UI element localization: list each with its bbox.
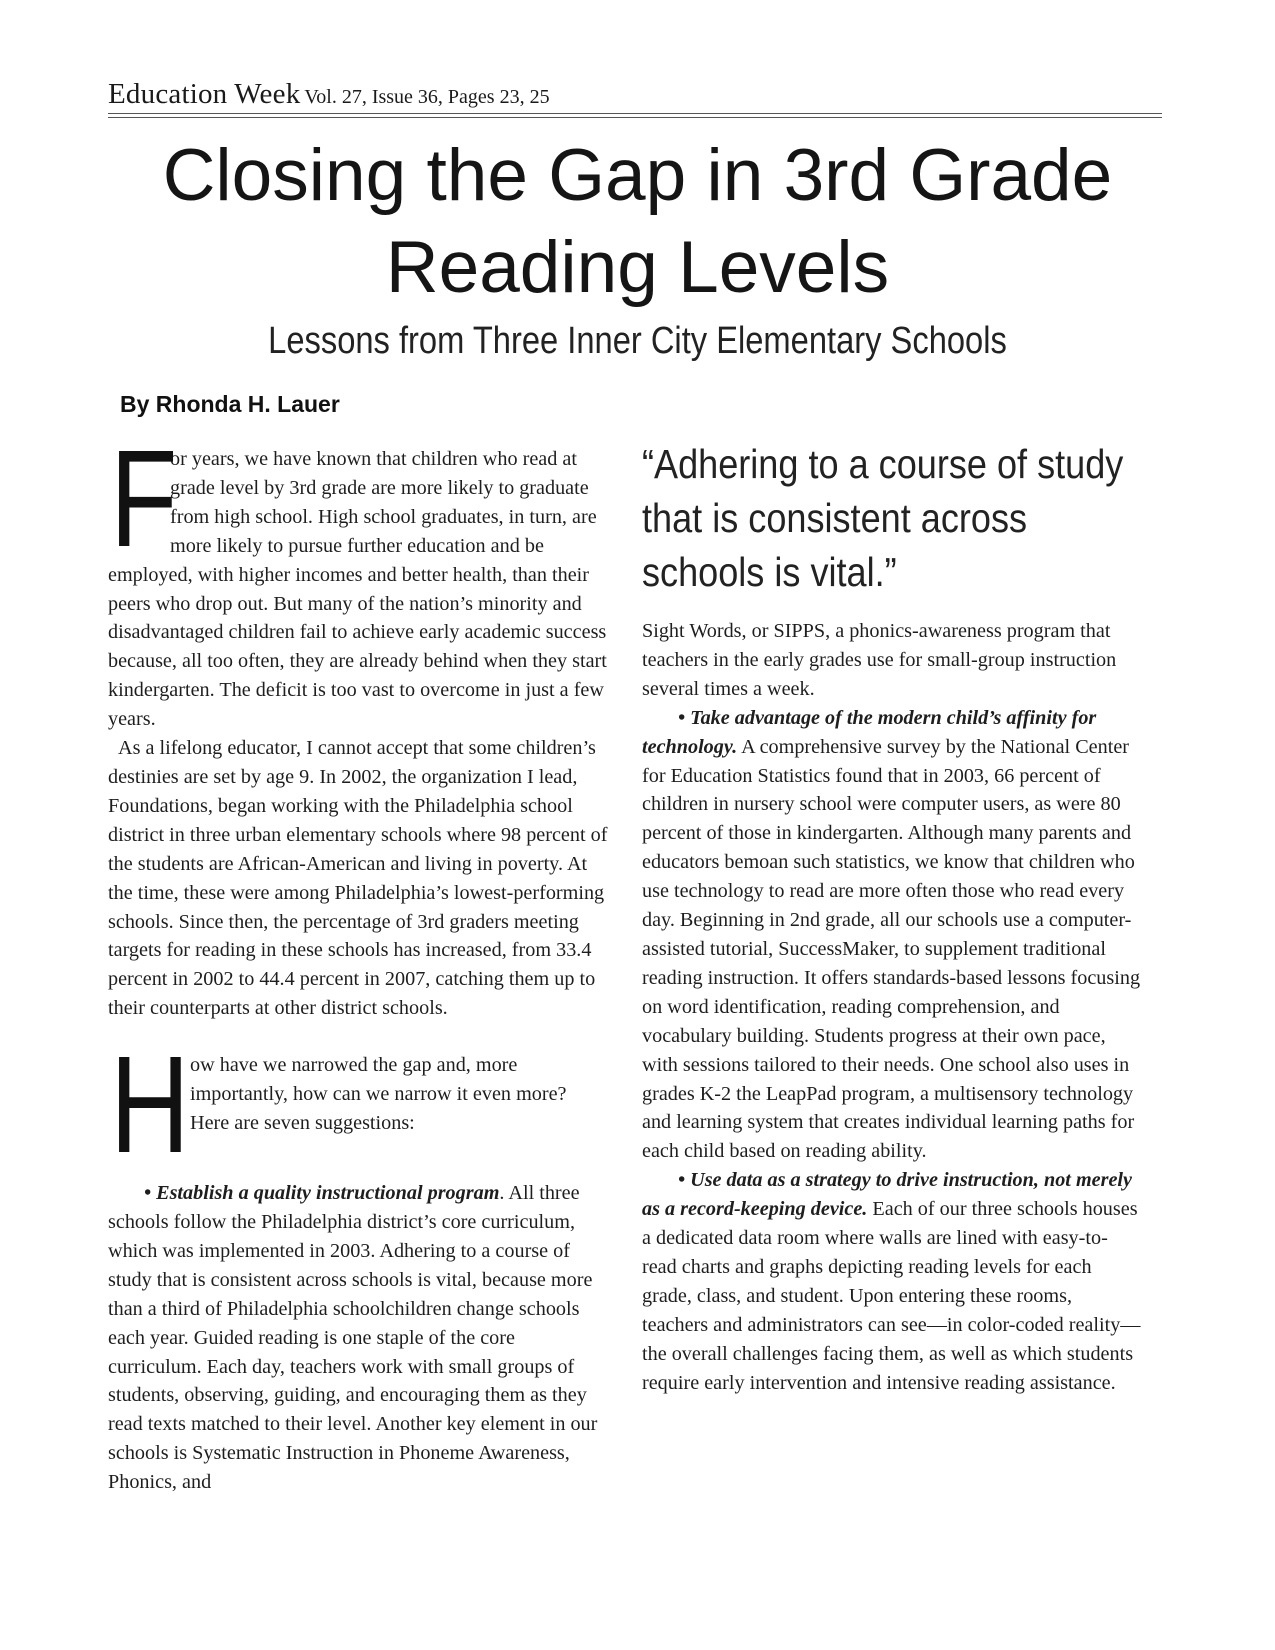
paragraph-sipps: Sight Words, or SIPPS, a phonics-awareness program that teachers in the early grades use for small-group instruction several times a week. [642, 620, 1117, 700]
suggestions-text: ow have we narrowed the gap and, more importantly, how can we narrow it even more? Here are seven suggestions: [190, 1054, 567, 1134]
paragraph-data [642, 1166, 1142, 1397]
drop-cap-f: F [110, 422, 178, 576]
paragraph-instructional-program [108, 1179, 608, 1497]
intro-paragraph [108, 422, 608, 734]
masthead-rule-bottom [108, 117, 1162, 118]
paragraph-educator: As a lifelong educator, I cannot accept that some children’s destinies are set by age 9. In 2002, the organization I lead, Foundations, began working with the Philadelphia school district in three urban elementary schools where 98 percent of the students are African-American and living in poverty. At the time, these were among Philadelphia’s lowest-performing schools. Since then, the percentage of 3rd graders meeting targets for reading in these schools has increased, from 33.4 percent in 2002 to 44.4 percent in 2007, catching them up to their counterparts at other district schools. [108, 737, 608, 1020]
technology-text: A comprehensive survey by the National Center for Education Statistics found that in 2003, 66 percent of children in nursery school were computer users, as were 80 percent of those in kindergarten. Although many parents and educators bemoan such statistics, we know that children who use technology to read are more often those who read every day. Beginning in 2nd grade, all our schools use a computer-assisted tutorial, SuccessMaker, to supplement traditional reading instruction. It offers standards-based lessons focusing on word identification, reading comprehension, and vocabulary building. Students progress at their own pace, with sessions tailored to their needs. One school also uses in grades K-2 the LeapPad program, a multisensory technology and learning system that creates individual learning paths for each child based on reading ability. [642, 735, 1141, 1163]
masthead [108, 78, 1160, 112]
paragraph-technology [642, 704, 1142, 1167]
volume-info: Vol. 27, Issue 36, Pages 23, 25 [304, 86, 550, 108]
lead-in-instructional-program: • Establish a quality instructional program [144, 1182, 500, 1205]
drop-cap-h: H [110, 1028, 190, 1183]
intro-text: or years, we have known that children who read at grade level by 3rd grade are more likely to graduate from high school. High school graduates, in turn, are more likely to pursue further education and be employed, with higher incomes and better health, than their peers who drop out. But many of the nation’s minority and disadvantaged children fail to achieve early academic success because, all too often, they are already behind when they start kindergarten. The deficit is too vast to overcome in just a few years. [108, 448, 607, 731]
paragraph-suggestions [108, 1028, 608, 1183]
publication-name: Education Week [108, 78, 301, 110]
masthead-rule-top [108, 113, 1162, 114]
instructional-program-text: . All three schools follow the Philadelphia district’s core curriculum, which was implemented in 2003. Adhering to a course of study that is consistent across schools is vital, because more than a third of Philadelphia schoolchildren change schools each year. Guided reading is one staple of the core curriculum. Each day, teachers work with small groups of students, observing, guiding, and encouraging them as they read texts matched to their level. Another key element in our schools is Systematic Instruction in Phoneme Awareness, Phonics, and [108, 1182, 598, 1494]
article-subtitle: Lessons from Three Inner City Elementary Schools [268, 320, 1007, 362]
right-column [642, 617, 1142, 1397]
lead-in-data: • Use data as a strategy to drive instruction, not merely as a record-keeping device. [642, 1169, 1132, 1221]
data-text: Each of our three schools houses a dedicated data room where walls are lined with easy-to-read charts and graphs depicting reading levels for each grade, class, and student. Upon entering these rooms, teachers and administrators can see—in color-coded reality—the overall challenges facing them, as well as which students require early intervention and intensive reading assistance. [642, 1198, 1141, 1394]
pull-quote: “Adhering to a course of study that is consistent across schools is vital.” [642, 441, 1124, 595]
left-column [108, 422, 608, 1497]
lead-in-technology: • Take advantage of the modern child’s affinity for technology. [642, 706, 1097, 758]
byline: By Rhonda H. Lauer [120, 391, 340, 417]
article-title: Closing the Gap in 3rd Grade Reading Levels [162, 135, 1113, 308]
